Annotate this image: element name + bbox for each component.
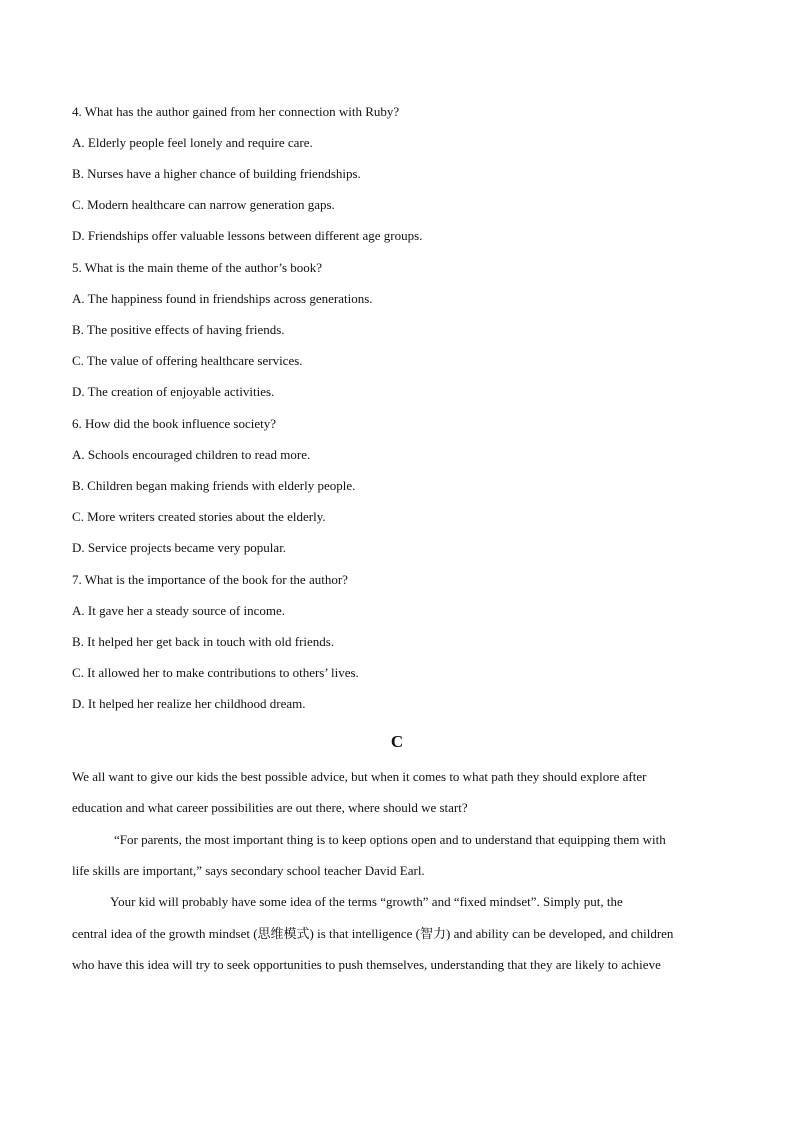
- question-6-stem: 6. How did the book influence society?: [72, 416, 276, 431]
- question-4-stem: 4. What has the author gained from her connection with Ruby?: [72, 104, 400, 119]
- question-7-stem: 7. What is the importance of the book for the author?: [72, 572, 348, 587]
- question-7-option-d: D. It helped her realize her childhood dream.: [72, 696, 306, 711]
- question-5-option-c: C. The value of offering healthcare services.: [72, 353, 303, 368]
- question-4-option-d: D. Friendships offer valuable lessons between different age groups.: [72, 228, 423, 243]
- passage-line: education and what career possibilities are out there, where should we start?: [72, 800, 468, 815]
- passage-line: who have this idea will try to seek opportunities to push themselves, understanding that they are likely to achieve: [72, 957, 661, 972]
- section-heading: C: [390, 732, 404, 751]
- question-7-option-c: C. It allowed her to make contributions to others’ lives.: [72, 665, 359, 680]
- question-4-option-b: B. Nurses have a higher chance of building friendships.: [72, 166, 361, 181]
- question-7-option-a: A. It gave her a steady source of income.: [72, 603, 285, 618]
- question-5-option-d: D. The creation of enjoyable activities.: [72, 384, 275, 399]
- question-5-option-a: A. The happiness found in friendships across generations.: [72, 291, 373, 306]
- question-4-option-c: C. Modern healthcare can narrow generation gaps.: [72, 197, 335, 212]
- question-7-option-b: B. It helped her get back in touch with old friends.: [72, 634, 335, 649]
- question-5-option-b: B. The positive effects of having friends.: [72, 322, 285, 337]
- passage-line: life skills are important,” says secondary school teacher David Earl.: [72, 863, 425, 878]
- passage-line: central idea of the growth mindset (思维模式) is that intelligence (智力) and ability can be developed, and children: [72, 926, 674, 941]
- passage-line: “For parents, the most important thing is to keep options open and to understand that equipping them with: [114, 832, 666, 847]
- passage-line: We all want to give our kids the best possible advice, but when it comes to what path they should explore after: [72, 769, 647, 784]
- question-6-option-b: B. Children began making friends with elderly people.: [72, 478, 356, 493]
- question-6-option-d: D. Service projects became very popular.: [72, 540, 287, 555]
- passage-line: Your kid will probably have some idea of the terms “growth” and “fixed mindset”. Simply put, the: [110, 894, 623, 909]
- question-5-stem: 5. What is the main theme of the author’s book?: [72, 260, 323, 275]
- question-4-option-a: A. Elderly people feel lonely and require care.: [72, 135, 313, 150]
- question-6-option-a: A. Schools encouraged children to read more.: [72, 447, 311, 462]
- question-6-option-c: C. More writers created stories about the elderly.: [72, 509, 326, 524]
